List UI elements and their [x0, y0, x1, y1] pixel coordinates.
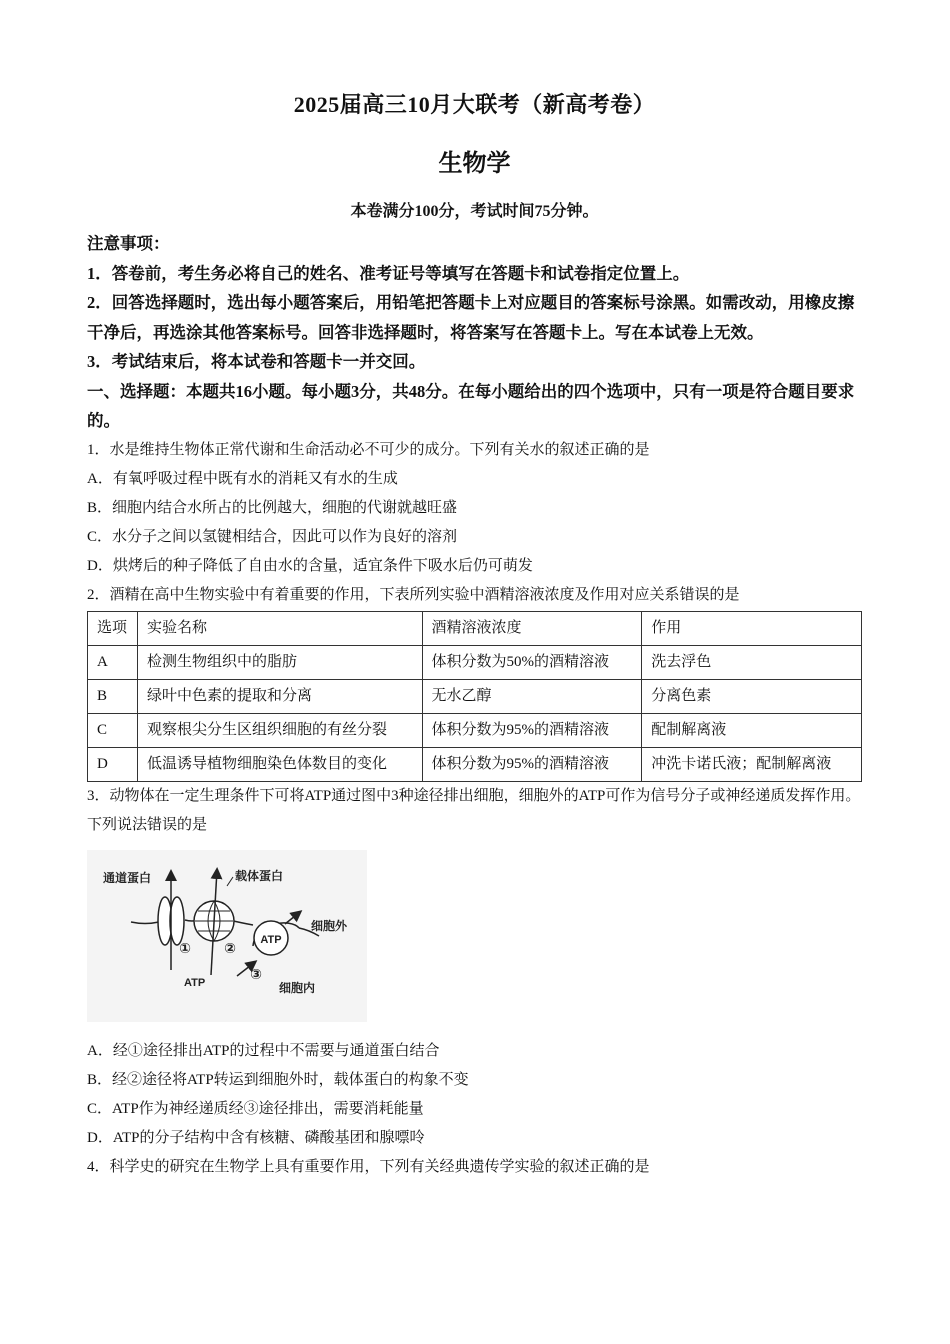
option: B．细胞内结合水所占的比例越大，细胞的代谢就越旺盛 [87, 499, 458, 516]
option: A．经①途径排出ATP的过程中不需要与通道蛋白结合 [87, 1042, 440, 1059]
table-cell: 冲洗卡诺氏液；配制解离液 [642, 747, 862, 781]
path-3-marker: ③ [250, 965, 262, 982]
exam-info: 本卷满分100分，考试时间75分钟。 [350, 203, 599, 220]
inside-cell-label: 细胞内 [279, 980, 316, 995]
exam-page [87, 82, 862, 1182]
table-cell: 低温诱导植物细胞染色体数目的变化 [137, 747, 422, 781]
table-header: 酒精溶液浓度 [422, 611, 642, 645]
table-row [88, 747, 862, 781]
atp-export-diagram [87, 850, 367, 1022]
notice-item: 2．回答选择题时，选出每小题答案后，用铅笔把答题卡上对应题目的答案标号涂黑。如需改动，用橡皮擦干净后，再选涂其他答案标号。回答非选择题时，将答案写在答题卡上。写在本试卷上无效。 [87, 293, 855, 342]
path-2-marker: ② [224, 939, 236, 956]
path-1-marker: ① [179, 939, 191, 956]
notice-item: 3．考试结束后，将本试卷和答题卡一并交回。 [87, 352, 426, 371]
table-cell: 体积分数为95%的酒精溶液 [422, 713, 642, 747]
question-4-stem: 4．科学史的研究在生物学上具有重要作用，下列有关经典遗传学实验的叙述正确的是 [87, 1158, 650, 1175]
outside-cell-label: 细胞外 [311, 918, 348, 933]
question-stem: 1．水是维持生物体正常代谢和生命活动必不可少的成分。下列有关水的叙述正确的是 [87, 441, 650, 458]
table-cell: 配制解离液 [642, 713, 862, 747]
table-cell: 体积分数为95%的酒精溶液 [422, 747, 642, 781]
option: B．经②途径将ATP转运到细胞外时，载体蛋白的构象不变 [87, 1071, 469, 1088]
table-header: 选项 [88, 611, 138, 645]
channel-protein-half [170, 897, 184, 945]
notice-heading: 注意事项： [87, 234, 170, 253]
atp-label: ATP [184, 976, 206, 989]
table-cell: 洗去浮色 [642, 645, 862, 679]
subject-title: 生物学 [438, 151, 511, 177]
table-cell: 绿叶中色素的提取和分离 [137, 679, 422, 713]
alcohol-table [87, 611, 862, 782]
table-row [88, 713, 862, 747]
table-header-row [88, 611, 862, 645]
table-cell: 体积分数为50%的酒精溶液 [422, 645, 642, 679]
table-cell: A [88, 645, 138, 679]
notice-item: 1．答卷前，考生务必将自己的姓名、准考证号等填写在答题卡和试卷指定位置上。 [87, 263, 690, 283]
table-row [88, 645, 862, 679]
exam-title: 2025届高三10月大联考（新高考卷） [293, 92, 656, 117]
table-cell: 无水乙醇 [422, 679, 642, 713]
table-cell: 分离色素 [642, 679, 862, 713]
table-cell: D [88, 747, 138, 781]
question-stem: 3．动物体在一定生理条件下可将ATP通过图中3种途径排出细胞，细胞外的ATP可作为信号分子或神经递质发挥作用。下列说法错误的是 [87, 787, 861, 833]
question-2 [87, 581, 862, 782]
channel-protein-label: 通道蛋白 [103, 870, 152, 885]
table-row [88, 679, 862, 713]
question-stem: 2．酒精在高中生物实验中有着重要的作用，下表所列实验中酒精溶液浓度及作用对应关系错误的是 [87, 586, 740, 603]
table-cell: 检测生物组织中的脂肪 [137, 645, 422, 679]
option: D．烘烤后的种子降低了自由水的含量，适宜条件下吸水后仍可萌发 [87, 557, 533, 574]
option: A．有氧呼吸过程中既有水的消耗又有水的生成 [87, 470, 398, 487]
carrier-protein-label: 载体蛋白 [235, 868, 284, 883]
table-header: 作用 [642, 611, 862, 645]
option: C．水分子之间以氢键相结合，因此可以作为良好的溶剂 [87, 528, 458, 545]
table-cell: B [88, 679, 138, 713]
table-cell: 观察根尖分生区组织细胞的有丝分裂 [137, 713, 422, 747]
vesicle-atp-label: ATP [260, 933, 282, 946]
option: C．ATP作为神经递质经③途径排出，需要消耗能量 [87, 1100, 424, 1117]
table-cell: C [88, 713, 138, 747]
question-1 [87, 436, 862, 581]
notice-block [87, 229, 862, 377]
question-3 [87, 782, 862, 1153]
section-heading: 一、选择题：本题共16小题。每小题3分，共48分。在每小题给出的四个选项中，只有一项是符合题目要求的。 [87, 381, 855, 430]
table-header: 实验名称 [137, 611, 422, 645]
option: D．ATP的分子结构中含有核糖、磷酸基团和腺嘌呤 [87, 1129, 425, 1146]
